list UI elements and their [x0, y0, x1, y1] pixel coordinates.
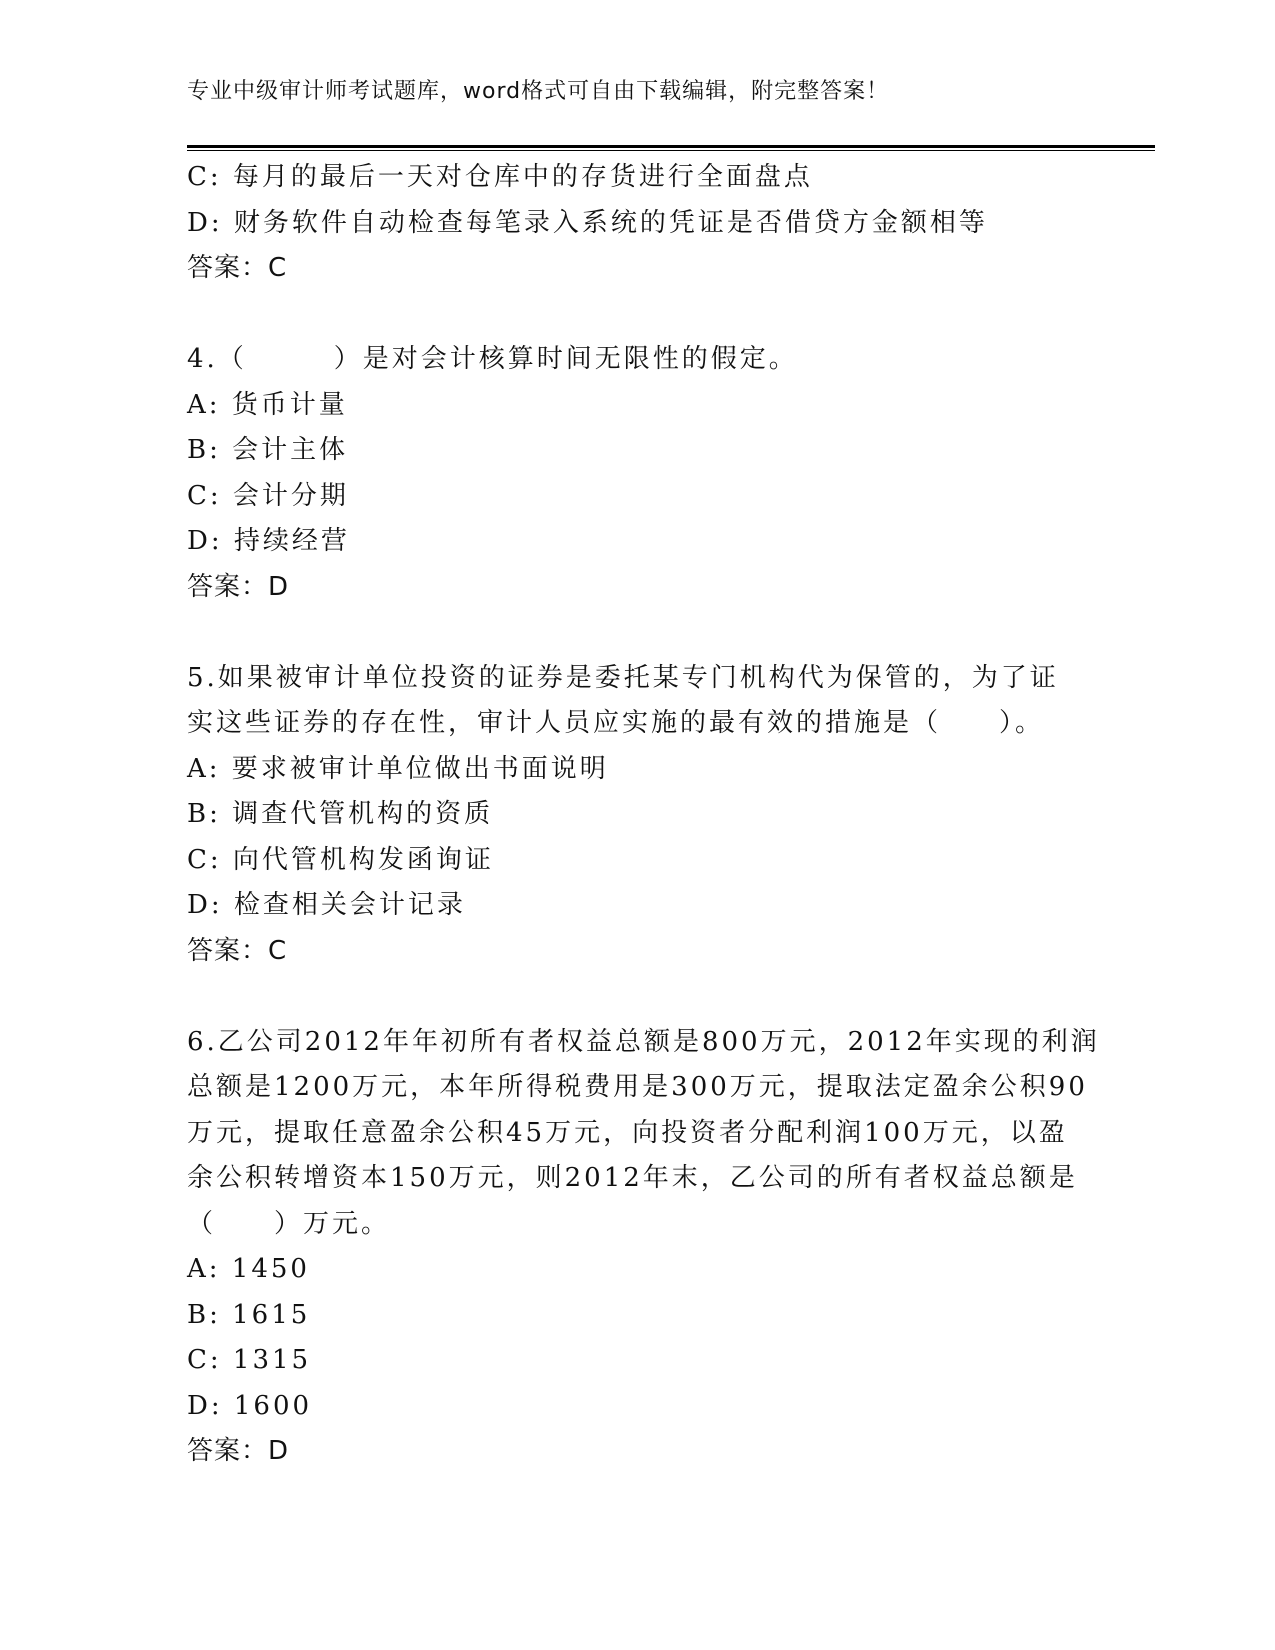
option-b: B: 调查代管机构的资质	[187, 799, 494, 829]
question-stem-line-3: 万元，提取任意盈余公积45万元，向投资者分配利润100万元，以盈	[187, 1117, 1068, 1148]
answer: 答案：D	[187, 1436, 290, 1466]
option-d: D: 持续经营	[187, 526, 350, 556]
option-a: A: 货币计量	[187, 389, 348, 420]
option-a: A: 1450	[187, 1254, 310, 1284]
page-header: 专业中级审计师考试题库，word格式可自由下载编辑，附完整答案！	[187, 79, 890, 104]
answer: 答案：C	[187, 935, 288, 966]
header-rule-secondary	[187, 150, 1155, 151]
spacer	[187, 610, 1087, 656]
question-stem-line-5: （ ）万元。	[187, 1208, 391, 1239]
option-a: A: 要求被审计单位做出书面说明	[187, 753, 609, 784]
question-stem: 4.（ ）是对会计核算时间无限性的假定。	[187, 344, 798, 374]
question-stem-line-1: 6.乙公司2012年年初所有者权益总额是800万元，2012年实现的利润	[187, 1026, 1100, 1057]
option-d: D: 财务软件自动检查每笔录入系统的凭证是否借贷方金额相等	[187, 207, 988, 238]
question-3	[187, 155, 1087, 292]
option-d: D: 检查相关会计记录	[187, 890, 466, 920]
question-4	[187, 337, 1087, 610]
option-b: B: 会计主体	[187, 435, 349, 465]
question-6	[187, 1020, 1100, 1475]
option-c: C: 每月的最后一天对仓库中的存货进行全面盘点	[187, 162, 813, 192]
option-d: D: 1600	[187, 1390, 313, 1421]
header-rule	[187, 145, 1155, 148]
question-stem-line-2: 实这些证券的存在性，审计人员应实施的最有效的措施是（ ）。	[187, 708, 1045, 738]
question-stem-line-1: 5.如果被审计单位投资的证券是委托某专门机构代为保管的，为了证	[187, 662, 1059, 693]
option-c: C: 向代管机构发函询证	[187, 844, 494, 875]
option-c: C: 1315	[187, 1345, 312, 1375]
answer: 答案：D	[187, 571, 290, 602]
answer: 答案：C	[187, 253, 288, 283]
spacer	[187, 292, 1087, 338]
question-5	[187, 656, 1087, 975]
question-stem-line-2: 总额是1200万元，本年所得税费用是300万元，提取法定盈余公积90	[187, 1072, 1088, 1102]
spacer	[187, 974, 1087, 1020]
question-content	[187, 155, 1100, 1475]
option-c: C: 会计分期	[187, 480, 349, 511]
option-b: B: 1615	[187, 1299, 311, 1330]
question-stem-line-4: 余公积转增资本150万元，则2012年末，乙公司的所有者权益总额是	[187, 1163, 1078, 1193]
